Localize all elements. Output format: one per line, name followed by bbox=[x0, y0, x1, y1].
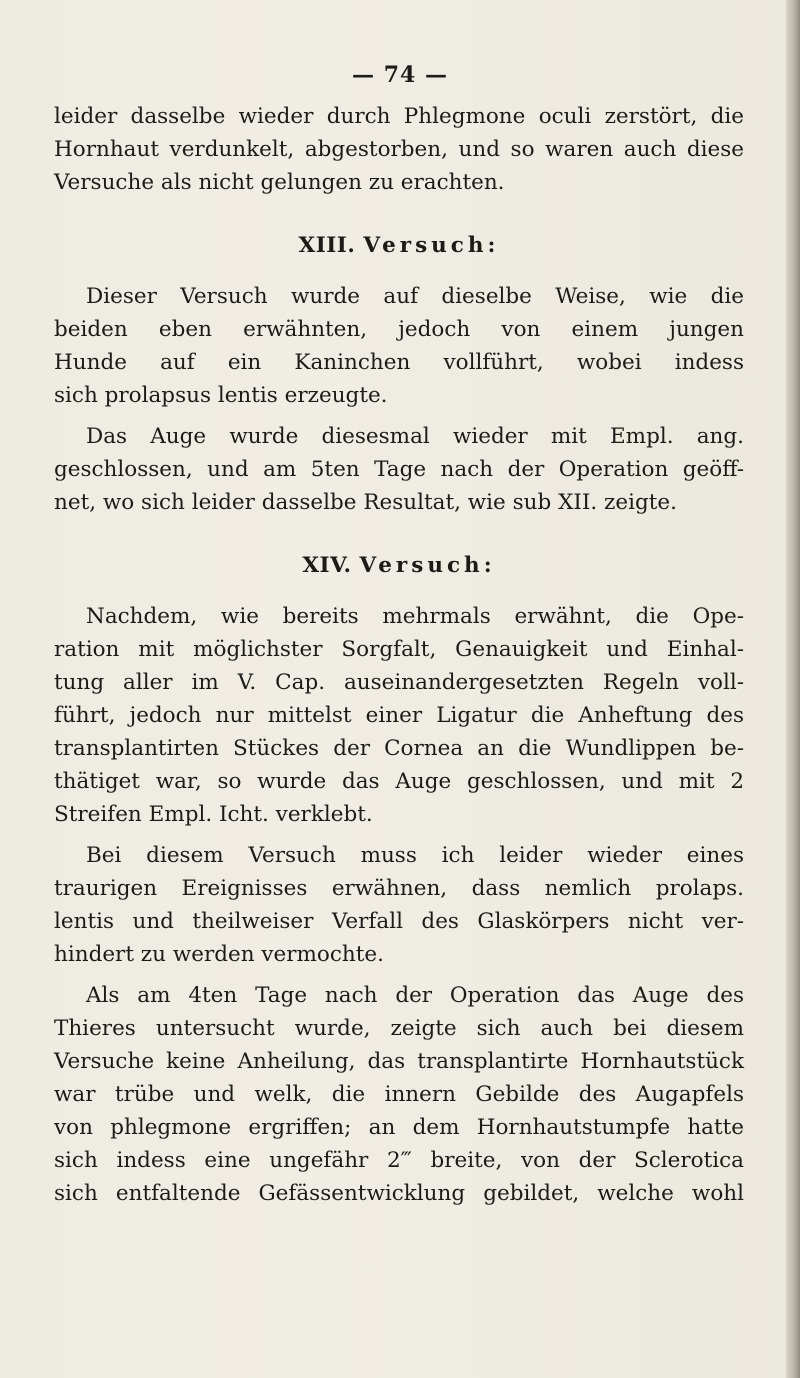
text-line: beiden eben erwähnten, jedoch von einem jungen bbox=[54, 317, 744, 342]
paragraph-continuation bbox=[54, 100, 744, 199]
text-line: lentis und theilweiser Verfall des Glaskörpers nicht ver- bbox=[54, 909, 744, 934]
text-line: net, wo sich leider dasselbe Resultat, wie sub XII. zeigte. bbox=[54, 490, 677, 515]
page-number: — 74 — bbox=[352, 62, 448, 88]
text-line: Als am 4ten Tage nach der Operation das Auge des bbox=[86, 983, 744, 1008]
heading-number: XIV. bbox=[302, 553, 352, 578]
text-line: von phlegmone ergriffen; an dem Hornhautstumpfe hatte bbox=[54, 1115, 744, 1140]
text-line: Versuche als nicht gelungen zu erachten. bbox=[54, 170, 505, 195]
text-line: sich prolapsus lentis erzeugte. bbox=[54, 383, 388, 408]
heading-number: XIII. bbox=[298, 233, 356, 258]
text-line: Dieser Versuch wurde auf dieselbe Weise, wie die bbox=[86, 284, 744, 309]
text-line: traurigen Ereignisses erwähnen, dass nemlich prolaps. bbox=[54, 876, 744, 901]
text-line: Das Auge wurde diesesmal wieder mit Empl. ang. bbox=[86, 424, 744, 449]
body-text bbox=[54, 100, 744, 1210]
paragraph bbox=[54, 420, 744, 519]
text-line: Thieres untersucht wurde, zeigte sich auch bei diesem bbox=[54, 1016, 744, 1041]
text-line: Bei diesem Versuch muss ich leider wieder eines bbox=[86, 843, 744, 868]
text-line: war trübe und welk, die innern Gebilde des Augapfels bbox=[54, 1082, 744, 1107]
paragraph bbox=[54, 839, 744, 971]
section-heading-xiv bbox=[54, 549, 744, 582]
paragraph bbox=[54, 600, 744, 831]
paragraph bbox=[54, 280, 744, 412]
paragraph bbox=[54, 979, 744, 1210]
section-heading-xiii bbox=[54, 229, 744, 262]
text-line: tung aller im V. Cap. auseinandergesetzten Regeln voll- bbox=[54, 670, 744, 695]
text-line: führt, jedoch nur mittelst einer Ligatur die Anheftung des bbox=[54, 703, 744, 728]
text-line: thätiget war, so wurde das Auge geschlossen, und mit 2 bbox=[54, 769, 744, 794]
text-line: hindert zu werden vermochte. bbox=[54, 942, 384, 967]
page-edge-shadow bbox=[786, 0, 800, 1378]
text-line: Hornhaut verdunkelt, abgestorben, und so waren auch diese bbox=[54, 137, 744, 162]
text-line: Hunde auf ein Kaninchen vollführt, wobei indess bbox=[54, 350, 744, 375]
text-line: geschlossen, und am 5ten Tage nach der Operation geöff- bbox=[54, 457, 744, 482]
text-line: Streifen Empl. Icht. verklebt. bbox=[54, 802, 373, 827]
text-line: transplantirten Stückes der Cornea an die Wundlippen be- bbox=[54, 736, 744, 761]
heading-word: Versuch: bbox=[359, 553, 496, 578]
text-line: sich entfaltende Gefässentwicklung gebildet, welche wohl bbox=[54, 1181, 744, 1206]
text-line: Nachdem, wie bereits mehrmals erwähnt, die Ope- bbox=[86, 604, 744, 629]
text-line: ration mit möglichster Sorgfalt, Genauigkeit und Einhal- bbox=[54, 637, 744, 662]
text-line: Versuche keine Anheilung, das transplantirte Hornhautstück bbox=[54, 1049, 744, 1074]
text-line: sich indess eine ungefähr 2‴ breite, von der Sclerotica bbox=[54, 1148, 744, 1173]
heading-word: Versuch: bbox=[363, 233, 500, 258]
text-line: leider dasselbe wieder durch Phlegmone oculi zerstört, die bbox=[54, 104, 744, 129]
